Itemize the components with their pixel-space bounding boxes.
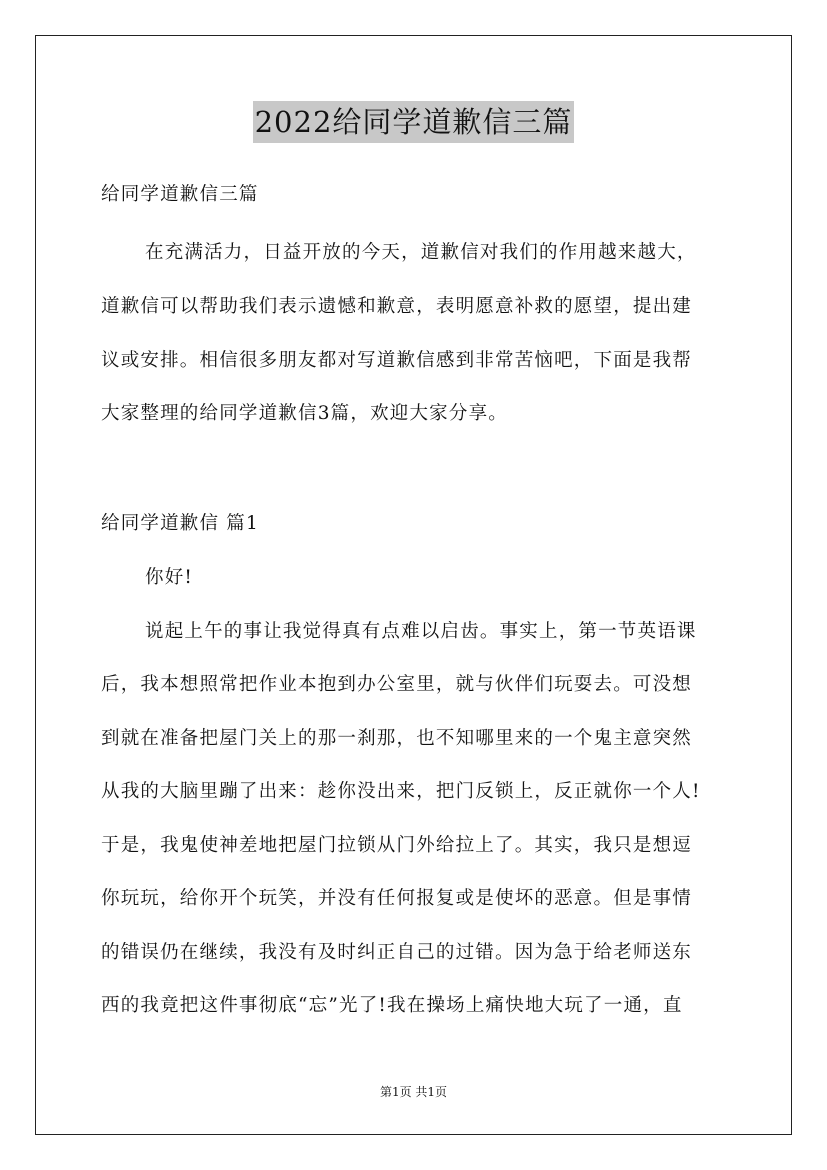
- body-line-5: 于是，我鬼使神差地把屋门拉锁从门外给拉上了。其实，我只是想逗: [101, 835, 693, 856]
- body-line-6: 你玩玩，给你开个玩笑，并没有任何报复或是使坏的恶意。但是事情: [101, 888, 693, 909]
- greeting: 你好!: [145, 567, 194, 588]
- body-line-2: 后，我本想照常把作业本抱到办公室里，就与伙伴们玩耍去。可没想: [101, 674, 693, 695]
- body-line-1: 说起上午的事让我觉得真有点难以启齿。事实上，第一节英语课: [145, 621, 697, 642]
- intro-line-4: 大家整理的给同学道歉信3篇，欢迎大家分享。: [101, 403, 508, 424]
- body-line-3: 到就在准备把屋门关上的那一刹那，也不知哪里来的一个鬼主意突然: [101, 728, 693, 749]
- page-footer: 第1页 共1页: [379, 1085, 448, 1099]
- intro-line-2: 道歉信可以帮助我们表示遗憾和歉意，表明愿意补救的愿望，提出建: [101, 296, 693, 317]
- body-line-7: 的错误仍在继续，我没有及时纠正自己的过错。因为急于给老师送东: [101, 942, 693, 963]
- intro-line-1: 在充满活力，日益开放的今天，道歉信对我们的作用越来越大，: [145, 242, 697, 263]
- intro-line-3: 议或安排。相信很多朋友都对写道歉信感到非常苦恼吧，下面是我帮: [101, 350, 693, 371]
- document-subtitle: 给同学道歉信三篇: [101, 184, 259, 205]
- section-heading: 给同学道歉信 篇1: [101, 513, 259, 534]
- body-line-4: 从我的大脑里蹦了出来：趁你没出来，把门反锁上，反正就你一个人!: [101, 781, 701, 802]
- body-line-8: 西的我竟把这件事彻底“忘”光了!我在操场上痛快地大玩了一通，直: [101, 995, 683, 1016]
- document-title: [0, 101, 827, 143]
- document-title-text: 2022给同学道歉信三篇: [253, 101, 575, 143]
